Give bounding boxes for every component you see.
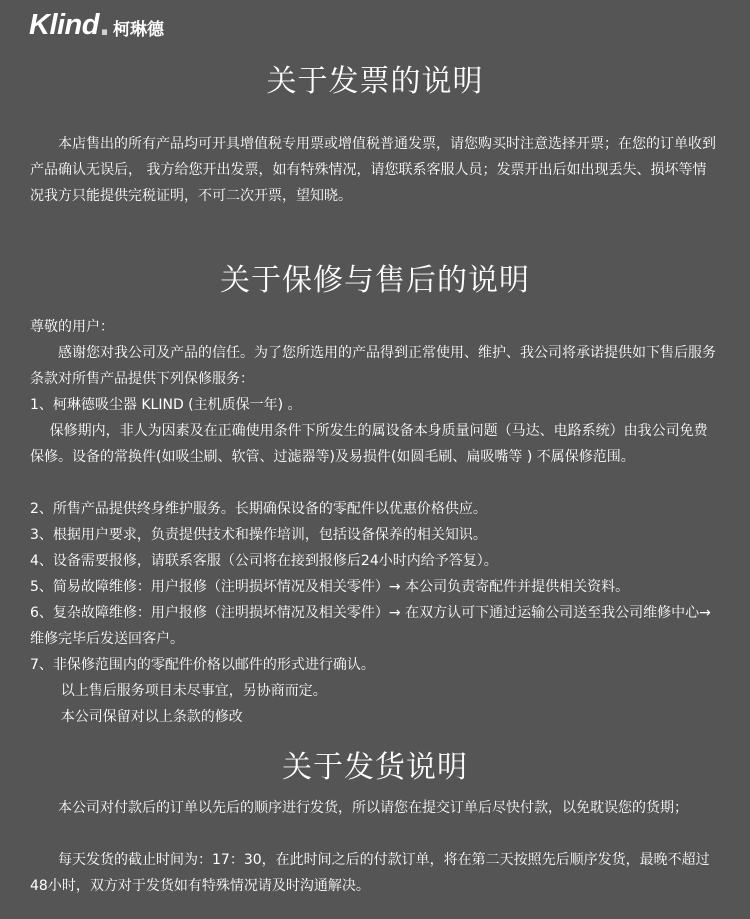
invoice-title: 关于发票的说明 (266, 64, 484, 99)
warranty-note-2: 本公司保留对以上条款的修改 (60, 709, 243, 725)
warranty-item-4: 4、设备需要报修，请联系客服（公司将在接到报修后24小时内给予答复）。 (30, 553, 498, 569)
logo-dot: . (99, 8, 111, 42)
warranty-note-1: 以上售后服务项目未尽事宜，另协商而定。 (60, 683, 327, 699)
warranty-item-6: 6、复杂故障维修：用户报修（注明损坏情况及相关零件）→ 在双方认可下通过运输公司送至我公司维修中心→ 维修完毕后发送回客户。 (30, 605, 711, 647)
shipping-title: 关于发货说明 (282, 750, 468, 785)
warranty-item-5: 5、简易故障维修：用户报修（注明损坏情况及相关零件）→ 本公司负责寄配件并提供相关资料。 (30, 579, 630, 595)
warranty-item-1: 1、柯琳德吸尘器 KLIND (主机质保一年) 。 (30, 397, 302, 413)
warranty-title: 关于保修与售后的说明 (220, 263, 530, 298)
warranty-item-3: 3、根据用户要求，负责提供技术和操作培训，包括设备保养的相关知识。 (30, 527, 487, 543)
brand-logo (29, 8, 164, 42)
warranty-item-7: 7、非保修范围内的零配件价格以邮件的形式进行确认。 (30, 657, 375, 673)
shipping-para-1: 本公司对付款后的订单以先后的顺序进行发货，所以请您在提交订单后尽快付款，以免耽误您的货期； (58, 800, 688, 816)
warranty-intro: 感谢您对我公司及产品的信任。为了您所选用的产品得到正常使用、维护、我公司将承诺提供如下售后服务条款对所售产品提供下列保修服务： (30, 345, 716, 387)
invoice-body: 本店售出的所有产品均可开具增值税专用票或增值税普通发票，请您购买时注意选择开票；在您的订单收到产品确认无误后， 我方给您开出发票，如有特殊情况，请您联系客服人员；发票开出后如出现丢失、损坏等情况我方只能提供完税证明，不可二次开票，望知晓。 (30, 136, 716, 204)
logo-chinese-name: 柯琳德 (113, 20, 165, 40)
warranty-greeting: 尊敬的用户： (30, 319, 114, 335)
warranty-item-2: 2、所售产品提供终身维护服务。长期确保设备的零配件以优惠价格供应。 (30, 501, 487, 517)
warranty-item-1-detail: 保修期内，非人为因素及在正确使用条件下所发生的属设备本身质量问题（马达、电路系统）由我公司免费保修。设备的常换件(如吸尘刷、软管、过滤器等)及易损件(如圆毛刷、扁吸嘴等 ) 不属保修范围。 (30, 423, 708, 465)
shipping-para-2: 每天发货的截止时间为：17：30，在此时间之后的付款订单，将在第二天按照先后顺序发货，最晚不超过48小时，双方对于发货如有特殊情况请及时沟通解决。 (30, 852, 710, 894)
logo-wordmark: Klind (29, 8, 99, 41)
